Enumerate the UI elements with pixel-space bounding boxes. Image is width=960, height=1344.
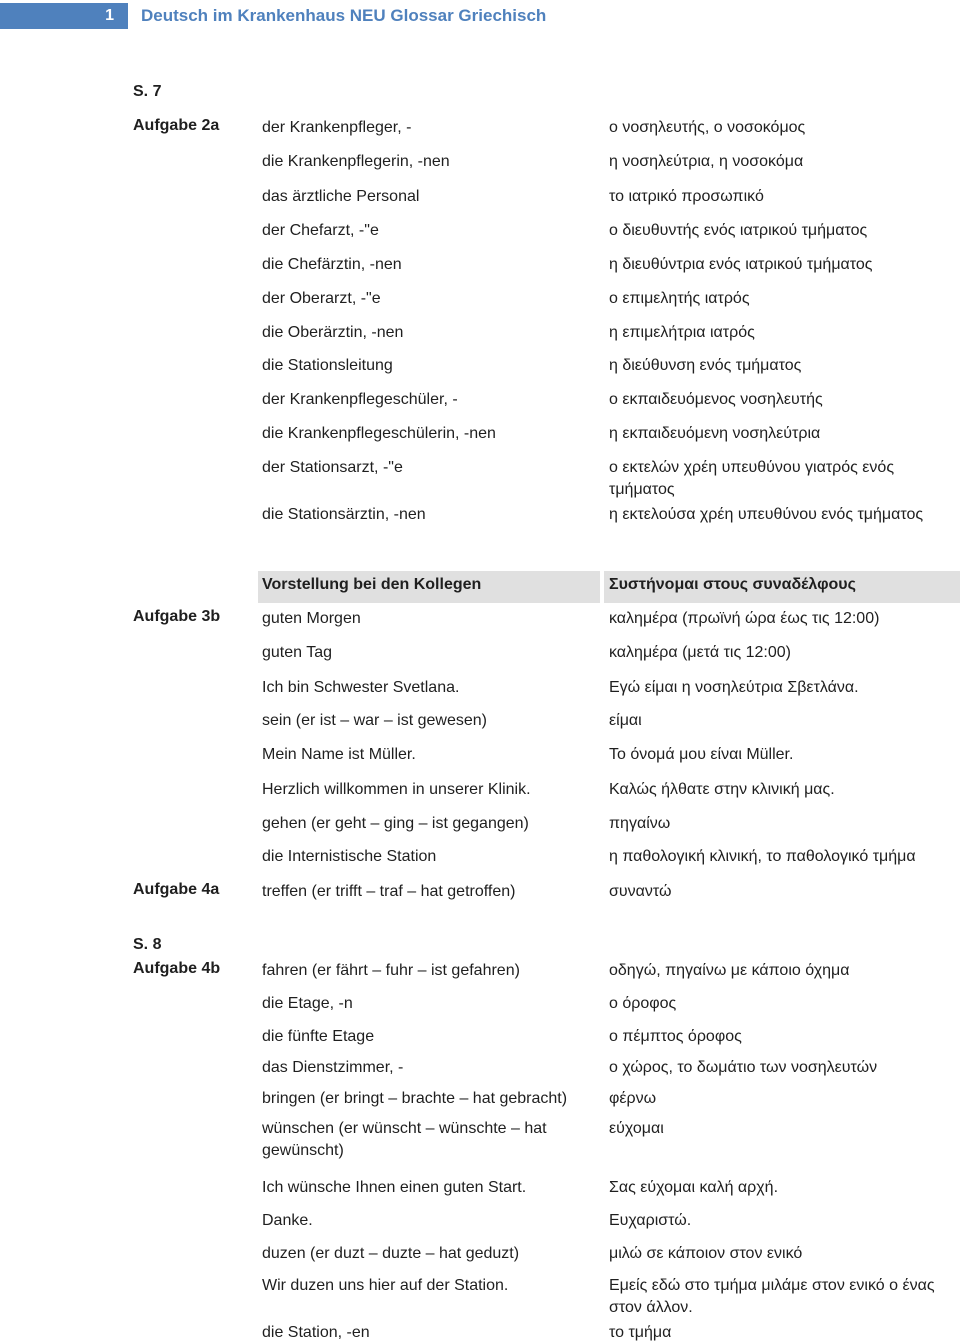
term-gr: ο διευθυντής ενός ιατρικού τμήματος xyxy=(609,222,868,239)
term-de: guten Morgen xyxy=(262,610,361,627)
term-de: die Krankenpflegerin, -nen xyxy=(262,153,450,170)
term-gr: μιλώ σε κάποιον στον ενικό xyxy=(609,1245,803,1262)
term-gr: η διευθύντρια ενός ιατρικού τμήματος xyxy=(609,256,873,273)
term-gr: ο χώρος, το δωμάτιο των νοσηλευτών xyxy=(609,1059,878,1076)
term-gr: συναντώ xyxy=(609,883,672,900)
term-de: die Chefärztin, -nen xyxy=(262,256,402,273)
term-gr: η διεύθυνση ενός τμήματος xyxy=(609,357,802,374)
term-gr: ο εκτελών χρέη υπευθύνου γιατρός ενός τμήματος xyxy=(609,459,895,498)
term-gr: Σας εύχομαι καλή αρχή. xyxy=(609,1179,779,1196)
term-de: der Krankenpfleger, - xyxy=(262,119,412,136)
term-gr: Το όνομά μου είναι Müller. xyxy=(609,746,794,763)
term-gr: ο πέμπτος όροφος xyxy=(609,1028,742,1045)
term-gr: καλημέρα (πρωϊνή ώρα έως τις 12:00) xyxy=(609,610,880,627)
term-gr: Ευχαριστώ. xyxy=(609,1212,692,1229)
term-de: sein (er ist – war – ist gewesen) xyxy=(262,712,487,729)
term-de: der Krankenpflegeschüler, - xyxy=(262,391,458,408)
term-gr: πηγαίνω xyxy=(609,815,671,832)
term-de: bringen (er bringt – brachte – hat gebracht) xyxy=(262,1090,568,1107)
term-de: fahren (er fährt – fuhr – ist gefahren) xyxy=(262,962,520,979)
term-de: die fünfte Etage xyxy=(262,1028,375,1045)
term-gr: Εμείς εδώ στο τμήμα μιλάμε στον ενικό ο ένας στον άλλον. xyxy=(609,1277,935,1316)
term-de: das Dienstzimmer, - xyxy=(262,1059,404,1076)
term-de: guten Tag xyxy=(262,644,332,661)
term-de: die Krankenpflegeschülerin, -nen xyxy=(262,425,496,442)
term-gr: Καλώς ήλθατε στην κλινική μας. xyxy=(609,781,835,798)
term-de: der Oberarzt, -"e xyxy=(262,290,381,307)
term-gr: φέρνω xyxy=(609,1090,657,1107)
section-heading-gr: Συστήνομαι στους συναδέλφους xyxy=(609,576,856,593)
page-ref-s7: S. 7 xyxy=(133,83,162,100)
exercise-label: Aufgabe 4b xyxy=(133,960,221,977)
term-de: treffen (er trifft – traf – hat getroffen) xyxy=(262,883,516,900)
term-gr: η επιμελήτρια ιατρός xyxy=(609,324,755,341)
term-gr: η εκπαιδευόμενη νοσηλεύτρια xyxy=(609,425,821,442)
term-gr: ο επιμελητής ιατρός xyxy=(609,290,750,307)
term-gr: Εγώ είμαι η νοσηλεύτρια Σβετλάνα. xyxy=(609,679,859,696)
page-header xyxy=(0,3,960,29)
term-gr: είμαι xyxy=(609,712,642,729)
term-gr: ο νοσηλευτής, ο νοσοκόμος xyxy=(609,119,806,136)
term-de: die Internistische Station xyxy=(262,848,437,865)
term-de: Ich bin Schwester Svetlana. xyxy=(262,679,460,696)
term-de: der Stationsarzt, -"e xyxy=(262,459,403,476)
term-de: gehen (er geht – ging – ist gegangen) xyxy=(262,815,529,832)
term-de: das ärztliche Personal xyxy=(262,188,420,205)
term-gr: η παθολογική κλινική, το παθολογικό τμήμα xyxy=(609,848,916,865)
term-de: Mein Name ist Müller. xyxy=(262,746,416,763)
term-de: Ich wünsche Ihnen einen guten Start. xyxy=(262,1179,527,1196)
page-ref-s8: S. 8 xyxy=(133,936,162,953)
term-de: die Stationsärztin, -nen xyxy=(262,506,426,523)
term-de: die Oberärztin, -nen xyxy=(262,324,404,341)
exercise-label: Aufgabe 4a xyxy=(133,881,220,898)
exercise-label: Aufgabe 2a xyxy=(133,117,220,134)
section-heading-de: Vorstellung bei den Kollegen xyxy=(262,576,482,593)
term-gr: εύχομαι xyxy=(609,1120,664,1137)
term-de: duzen (er duzt – duzte – hat geduzt) xyxy=(262,1245,520,1262)
term-de: Herzlich willkommen in unserer Klinik. xyxy=(262,781,531,798)
term-de: Danke. xyxy=(262,1212,313,1229)
term-gr: οδηγώ, πηγαίνω με κάποιο όχημα xyxy=(609,962,850,979)
exercise-label: Aufgabe 3b xyxy=(133,608,221,625)
term-gr: η εκτελούσα χρέη υπευθύνου ενός τμήματος xyxy=(609,506,924,523)
term-de: wünschen (er wünscht – wünschte – hat gewünscht) xyxy=(262,1120,547,1159)
page-number: 1 xyxy=(0,3,128,29)
term-de: der Chefarzt, -"e xyxy=(262,222,379,239)
term-de: die Stationsleitung xyxy=(262,357,393,374)
term-gr: καλημέρα (μετά τις 12:00) xyxy=(609,644,791,661)
term-gr: η νοσηλεύτρια, η νοσοκόμα xyxy=(609,153,804,170)
document-title: Deutsch im Krankenhaus NEU Glossar Griechisch xyxy=(141,6,547,25)
term-gr: το ιατρικό προσωπικό xyxy=(609,188,764,205)
term-de: Wir duzen uns hier auf der Station. xyxy=(262,1277,509,1294)
term-gr: ο όροφος xyxy=(609,995,677,1012)
term-gr: ο εκπαιδευόμενος νοσηλευτής xyxy=(609,391,823,408)
term-de: die Station, -en xyxy=(262,1324,370,1341)
term-de: die Etage, -n xyxy=(262,995,353,1012)
term-gr: το τμήμα xyxy=(609,1324,672,1341)
